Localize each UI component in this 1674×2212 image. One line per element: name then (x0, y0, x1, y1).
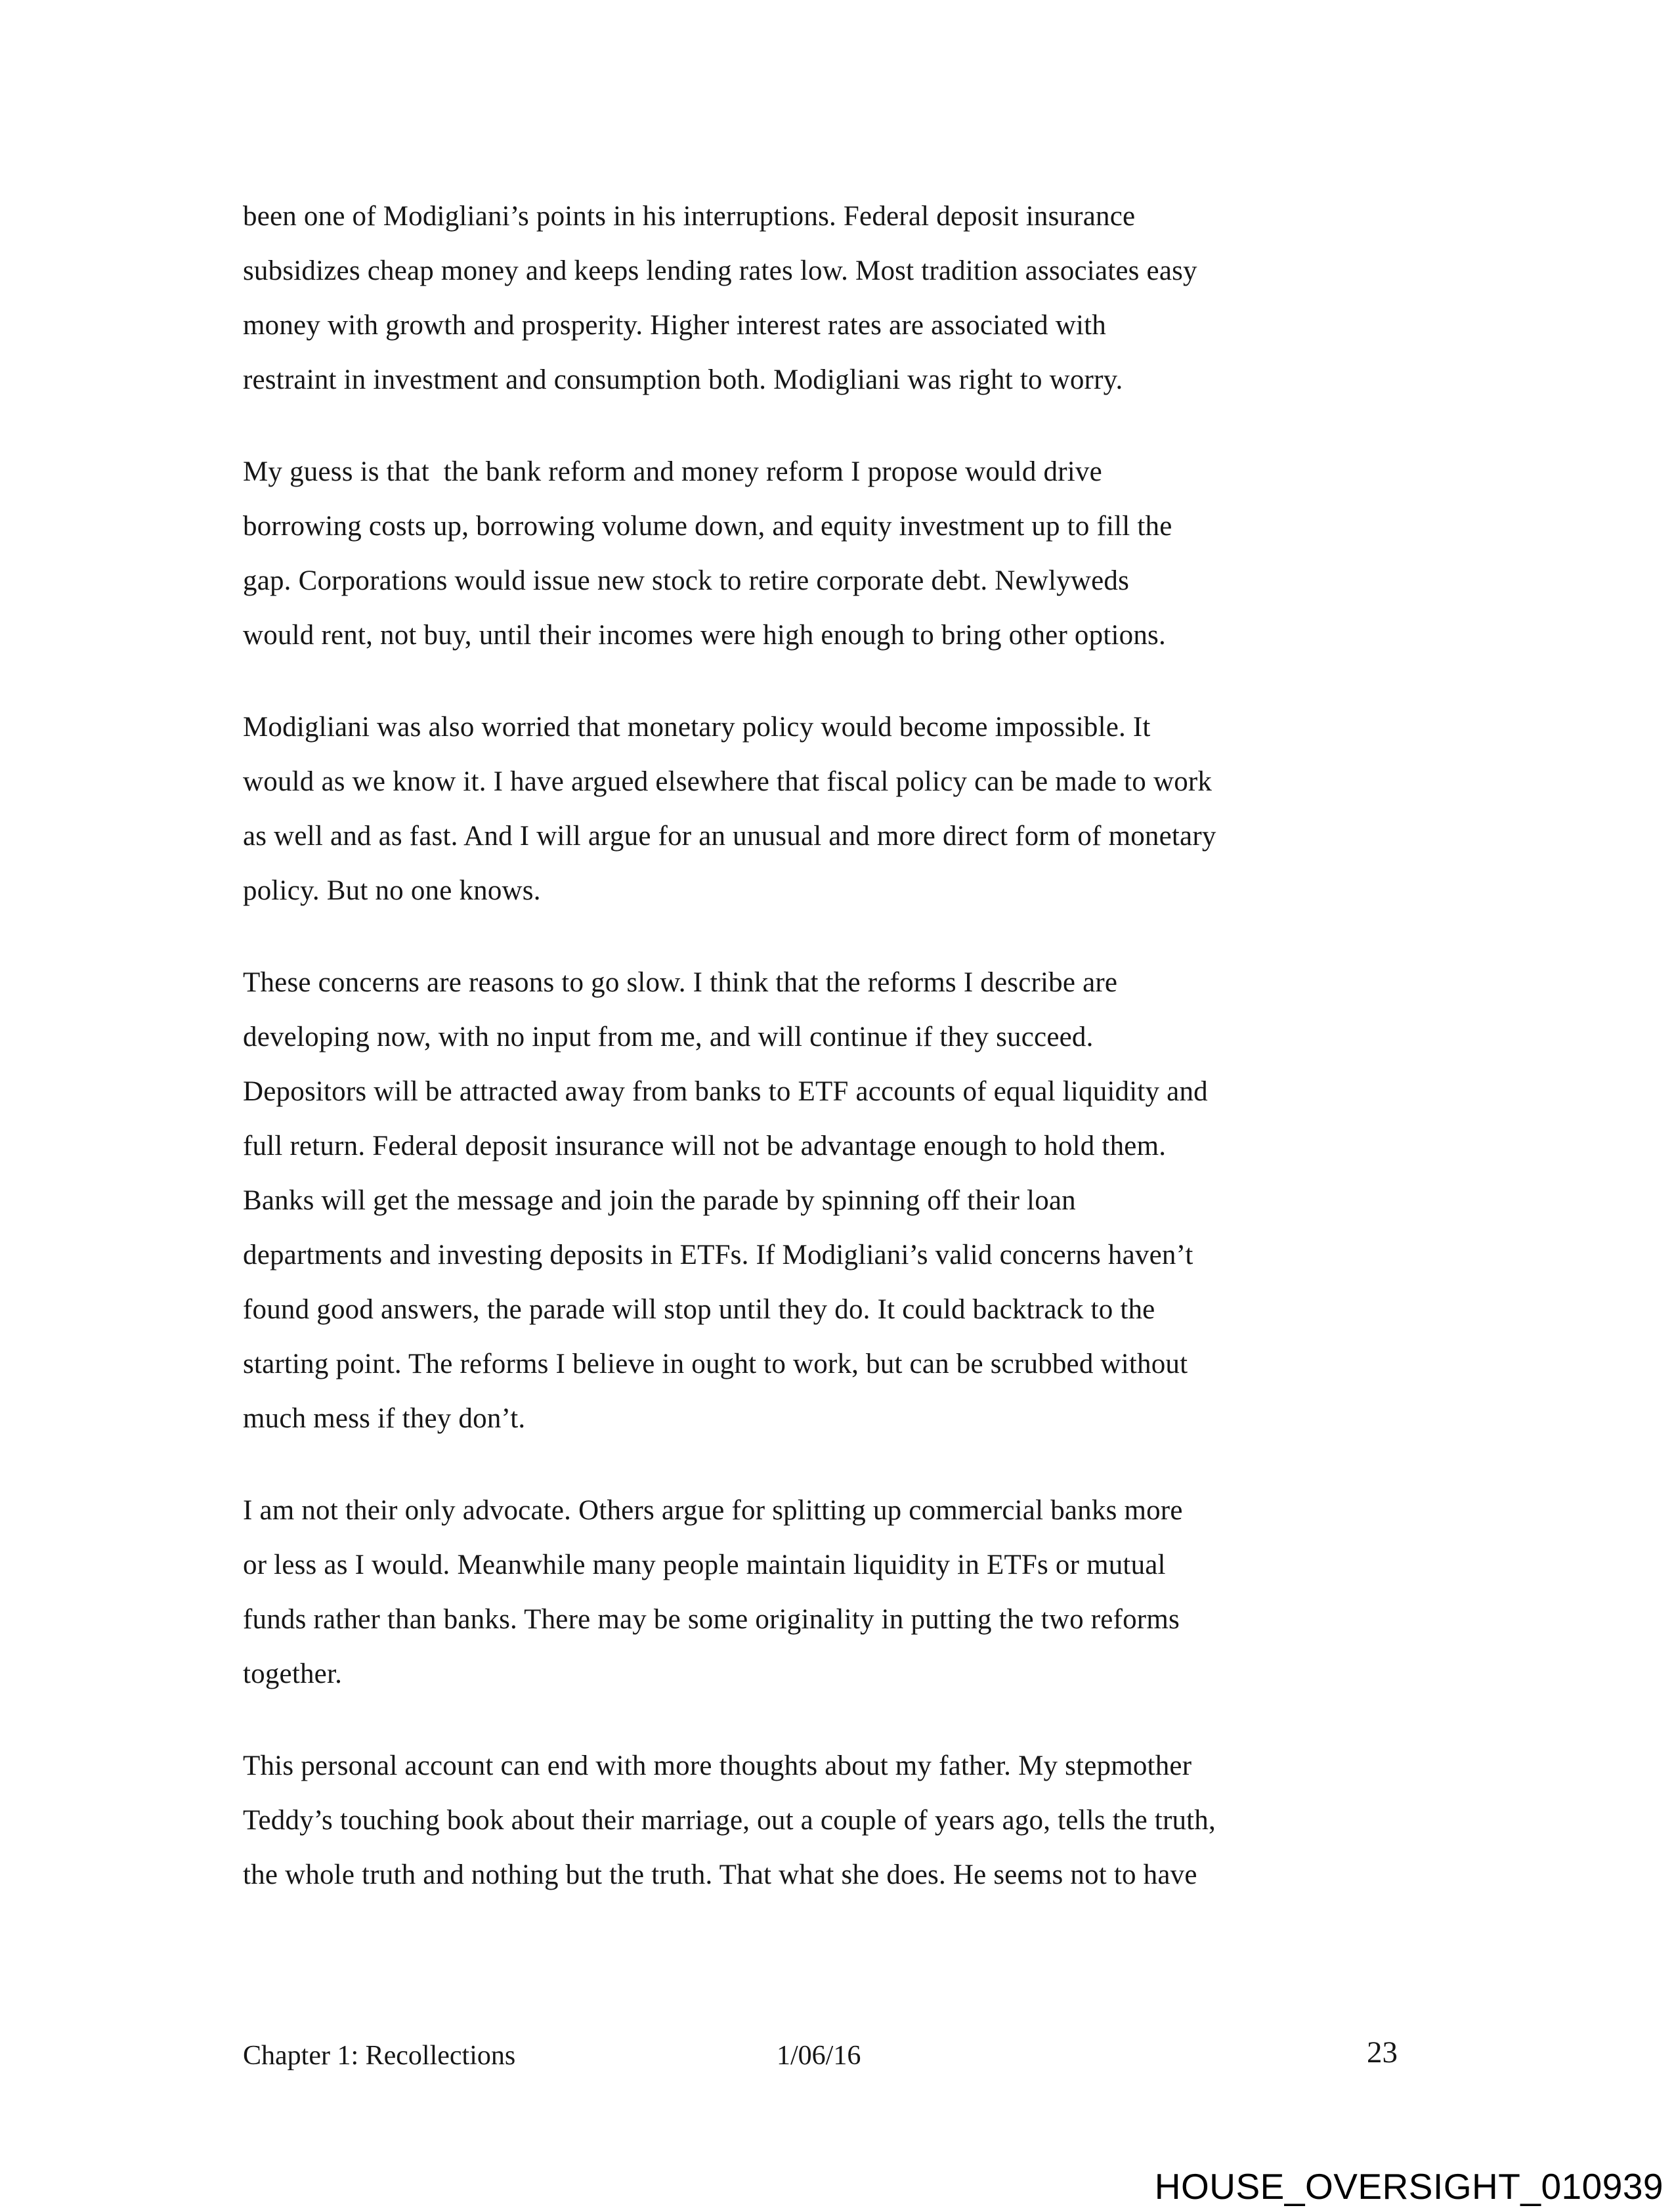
paragraph (243, 445, 1464, 662)
paragraph (243, 1739, 1464, 1902)
paragraph (243, 189, 1464, 407)
footer-page-number: 23 (1367, 2035, 1398, 2070)
text-line: policy. But no one knows. (243, 875, 541, 906)
paragraph (243, 1483, 1464, 1701)
text-line: Teddy’s touching book about their marriage, out a couple of years ago, tells the truth, (243, 1805, 1216, 1836)
text-line: These concerns are reasons to go slow. I think that the reforms I describe are (243, 967, 1118, 998)
text-line: much mess if they don’t. (243, 1403, 526, 1434)
text-line: gap. Corporations would issue new stock to retire corporate debt. Newlyweds (243, 565, 1130, 596)
paragraph (243, 955, 1464, 1446)
text-line: Depositors will be attracted away from banks to ETF accounts of equal liquidity and (243, 1076, 1208, 1107)
text-line: developing now, with no input from me, and will continue if they succeed. (243, 1022, 1094, 1052)
footer-date: 1/06/16 (777, 2041, 861, 2071)
text-line: Banks will get the message and join the parade by spinning off their loan (243, 1185, 1076, 1216)
text-line: funds rather than banks. There may be some originality in putting the two reforms (243, 1604, 1180, 1635)
footer-chapter-label: Chapter 1: Recollections (243, 2041, 516, 2071)
text-line: or less as I would. Meanwhile many people maintain liquidity in ETFs or mutual (243, 1550, 1166, 1580)
text-line: as well and as fast. And I will argue for an unusual and more direct form of monetary (243, 821, 1216, 852)
text-line: This personal account can end with more thoughts about my father. My stepmother (243, 1750, 1192, 1781)
document-body (243, 189, 1464, 1940)
text-line: been one of Modigliani’s points in his interruptions. Federal deposit insurance (243, 201, 1136, 232)
text-line: Modigliani was also worried that monetary policy would become impossible. It (243, 712, 1151, 743)
text-line: My guess is that the bank reform and money reform I propose would drive (243, 456, 1102, 487)
text-line: departments and investing deposits in ETFs. If Modigliani’s valid concerns haven’t (243, 1240, 1193, 1270)
text-line: subsidizes cheap money and keeps lending rates low. Most tradition associates easy (243, 255, 1197, 286)
text-line: I am not their only advocate. Others argue for splitting up commercial banks more (243, 1495, 1183, 1526)
text-line: full return. Federal deposit insurance will not be advantage enough to hold them. (243, 1131, 1167, 1161)
text-line: together. (243, 1659, 343, 1689)
text-line: money with growth and prosperity. Higher interest rates are associated with (243, 310, 1106, 341)
text-line: the whole truth and nothing but the truth. That what she does. He seems not to have (243, 1859, 1197, 1890)
text-line: would as we know it. I have argued elsewhere that fiscal policy can be made to work (243, 766, 1213, 797)
text-line: starting point. The reforms I believe in ought to work, but can be scrubbed without (243, 1349, 1188, 1379)
text-line: borrowing costs up, borrowing volume down, and equity investment up to fill the (243, 511, 1172, 542)
text-line: would rent, not buy, until their incomes were high enough to bring other options. (243, 620, 1166, 651)
paragraph (243, 700, 1464, 918)
text-line: found good answers, the parade will stop until they do. It could backtrack to the (243, 1294, 1155, 1325)
text-line: restraint in investment and consumption both. Modigliani was right to worry. (243, 364, 1123, 395)
bates-stamp: HOUSE_OVERSIGHT_010939 (1154, 2166, 1663, 2207)
